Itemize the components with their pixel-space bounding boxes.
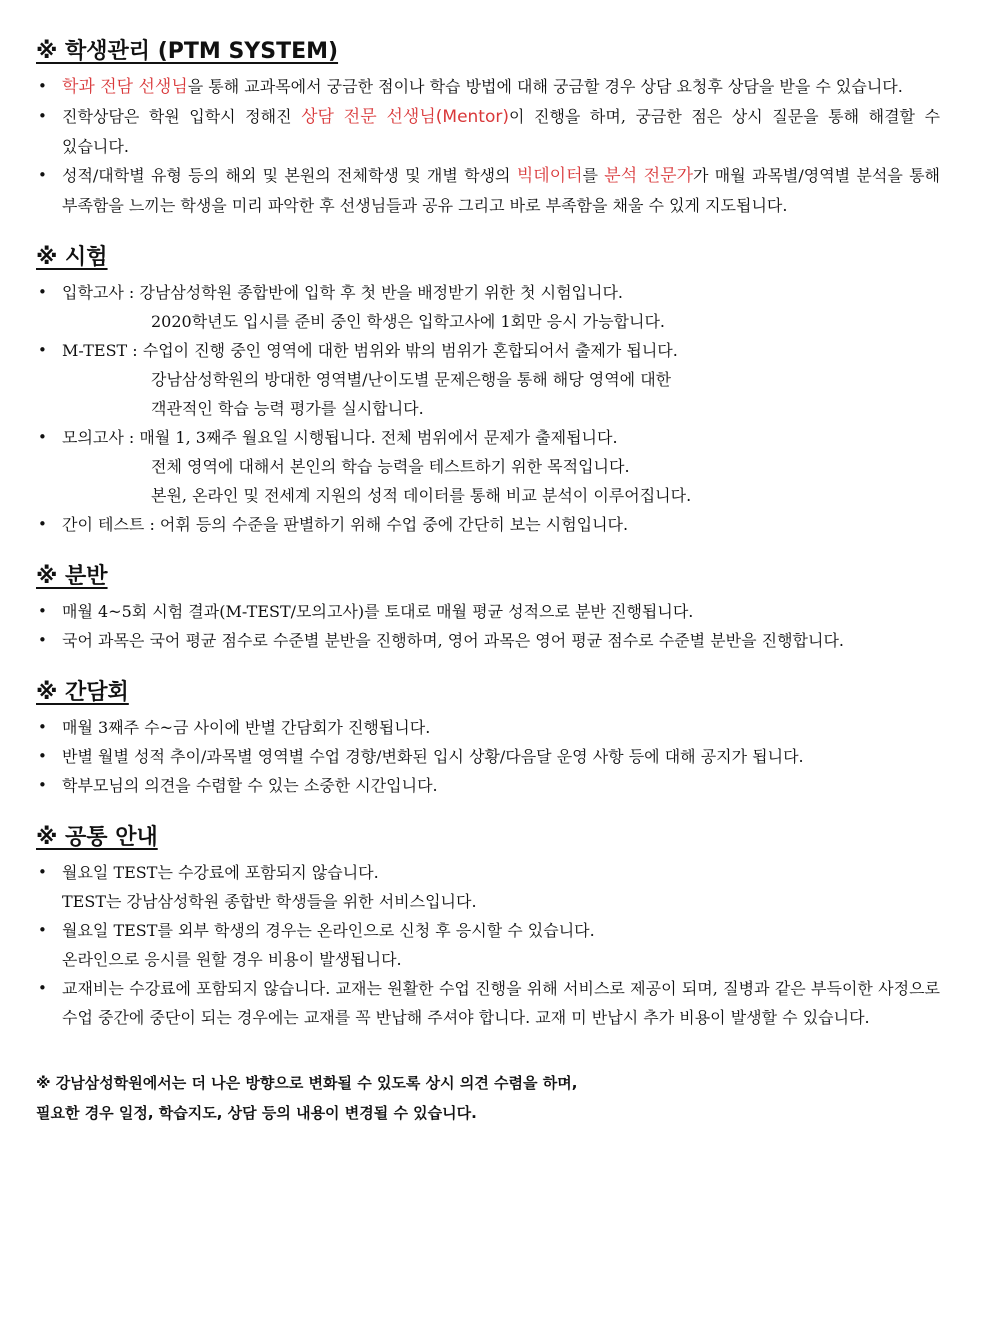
section-heading: ※ 학생관리 (PTM SYSTEM)	[36, 39, 339, 64]
item-line: 전체 영역에 대해서 본인의 학습 능력을 테스트하기 위한 목적입니다.	[151, 457, 630, 476]
item-line: 2020학년도 입시를 준비 중인 학생은 입학고사에 1회만 응시 가능합니다.	[151, 312, 665, 331]
bullet-icon: •	[38, 631, 47, 649]
bullet-icon: •	[38, 747, 47, 765]
bullet-list	[36, 72, 940, 220]
bullet-list	[36, 597, 940, 655]
bullet-icon: •	[38, 718, 47, 736]
notice-line: 필요한 경우 일정, 학습지도, 상담 등의 내용이 변경될 수 있습니다.	[36, 1104, 477, 1122]
section-student-management	[36, 36, 940, 220]
item-text: 성적/대학별 유형 등의 해외 및 본원의 전체학생 및 개별 학생의	[62, 166, 517, 185]
highlight-text: 상담 전문 선생님(Mentor)	[301, 107, 509, 127]
item-line: M-TEST : 수업이 진행 중인 영역에 대한 범위와 밖의 범위가 혼합되어서 출제가 됩니다.	[62, 341, 678, 360]
item-text: 가 매월 과목별/영역별 분석을 통해 부족함을 느끼는 학생을 미리 파악한 후 선생님들과 공유 그리고 바로 부족함을 채울 수 있게 지도됩니다.	[62, 166, 940, 215]
bullet-icon: •	[38, 283, 47, 301]
list-item	[36, 742, 940, 771]
list-item	[36, 858, 940, 916]
bullet-icon: •	[38, 166, 47, 184]
section-heading: ※ 간담회	[36, 680, 129, 705]
item-line: 온라인으로 응시를 원할 경우 비용이 발생됩니다.	[62, 950, 402, 969]
section-exams	[36, 242, 940, 539]
item-line: 본원, 온라인 및 전세계 지원의 성적 데이터를 통해 비교 분석이 이루어집니다.	[151, 486, 692, 505]
item-text: 이 진행을 하며, 궁금한 점은 상시 질문을 통해 해결할 수 있습니다.	[62, 107, 940, 156]
bullet-list	[36, 278, 940, 539]
item-text: 반별 월별 성적 추이/과목별 영역별 수업 경향/변화된 입시 상황/다음달 운영 사항 등에 대해 공지가 됩니다.	[62, 747, 804, 766]
highlight-text: 분석 전문가	[604, 166, 694, 186]
section-heading: ※ 분반	[36, 564, 108, 589]
item-text: 국어 과목은 국어 평균 점수로 수준별 분반을 진행하며, 영어 과목은 영어 평균 점수로 수준별 분반을 진행합니다.	[62, 631, 844, 650]
section-meetings	[36, 677, 940, 800]
closing-notice	[36, 1068, 940, 1128]
list-item	[36, 974, 940, 1032]
list-item	[36, 423, 940, 510]
item-line: TEST는 강남삼성학원 종합반 학생들을 위한 서비스입니다.	[62, 892, 477, 911]
bullet-icon: •	[38, 515, 47, 533]
bullet-icon: •	[38, 921, 47, 939]
bullet-icon: •	[38, 863, 47, 881]
item-text: 을 통해 교과목에서 궁금한 점이나 학습 방법에 대해 궁금할 경우 상담 요청후 상담을 받을 수 있습니다.	[187, 77, 903, 96]
list-item	[36, 102, 940, 161]
section-general-info	[36, 822, 940, 1032]
bullet-list	[36, 858, 940, 1032]
item-text: 학부모님의 의견을 수렴할 수 있는 소중한 시간입니다.	[62, 776, 438, 795]
list-item	[36, 161, 940, 220]
notice-line: ※ 강남삼성학원에서는 더 나은 방향으로 변화될 수 있도록 상시 의견 수렴을 하며,	[36, 1074, 578, 1092]
bullet-icon: •	[38, 776, 47, 794]
item-line: 월요일 TEST는 수강료에 포함되지 않습니다.	[62, 863, 379, 882]
item-line: 입학고사 : 강남삼성학원 종합반에 입학 후 첫 반을 배정받기 위한 첫 시험입니다.	[62, 283, 624, 302]
bullet-icon: •	[38, 107, 47, 125]
item-text: 교재비는 수강료에 포함되지 않습니다. 교재는 원활한 수업 진행을 위해 서비스로 제공이 되며, 질병과 같은 부득이한 사정으로 수업 중간에 중단이 되는 경우에는 교재를 꼭 반납해 주셔야 합니다. 교재 미 반납시 추가 비용이 발생할 수 있습니다.	[62, 979, 940, 1027]
item-text: 매월 3째주 수~금 사이에 반별 간담회가 진행됩니다.	[62, 718, 431, 737]
list-item	[36, 510, 940, 539]
bullet-icon: •	[38, 428, 47, 446]
item-text: 매월 4~5회 시험 결과(M-TEST/모의고사)를 토대로 매월 평균 성적으로 분반 진행됩니다.	[62, 602, 694, 621]
section-heading: ※ 공통 안내	[36, 825, 158, 850]
highlight-text: 빅데이터	[516, 166, 583, 186]
section-heading: ※ 시험	[36, 245, 108, 270]
list-item	[36, 916, 940, 974]
list-item	[36, 713, 940, 742]
list-item	[36, 278, 940, 336]
item-line: 모의고사 : 매월 1, 3째주 월요일 시행됩니다. 전체 범위에서 문제가 출제됩니다.	[62, 428, 618, 447]
bullet-icon: •	[38, 602, 47, 620]
list-item	[36, 72, 940, 102]
bullet-icon: •	[38, 77, 47, 95]
item-line: 간이 테스트 : 어휘 등의 수준을 판별하기 위해 수업 중에 간단히 보는 시험입니다.	[62, 515, 629, 534]
section-class-division	[36, 561, 940, 655]
bullet-icon: •	[38, 341, 47, 359]
list-item	[36, 771, 940, 800]
highlight-text: 학과 전담 선생님	[62, 77, 188, 97]
item-text: 진학상담은 학원 입학시 정해진	[62, 107, 302, 126]
item-line: 객관적인 학습 능력 평가를 실시합니다.	[151, 399, 424, 418]
item-line: 월요일 TEST를 외부 학생의 경우는 온라인으로 신청 후 응시할 수 있습니다.	[62, 921, 595, 940]
list-item	[36, 626, 940, 655]
list-item	[36, 336, 940, 423]
item-text: 를	[582, 166, 605, 185]
bullet-list	[36, 713, 940, 800]
list-item	[36, 597, 940, 626]
item-line: 강남삼성학원의 방대한 영역별/난이도별 문제은행을 통해 해당 영역에 대한	[151, 370, 672, 389]
bullet-icon: •	[38, 979, 47, 997]
